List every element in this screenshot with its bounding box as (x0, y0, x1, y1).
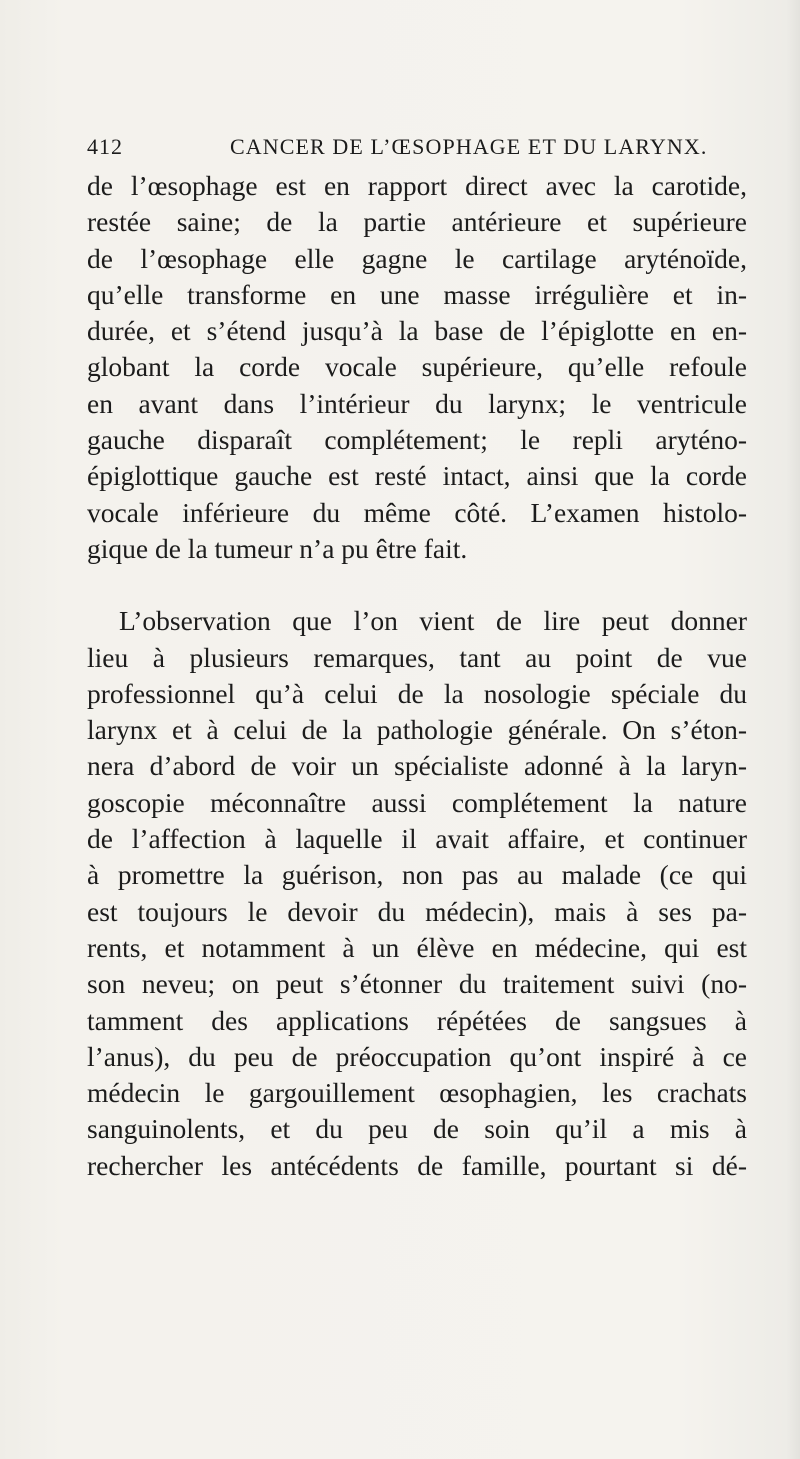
text-line: durée, et s’étend jusqu’à la base de l’épiglotte en en- (87, 315, 747, 347)
text-line: restée saine; de la partie antérieure et supérieure (87, 206, 747, 238)
text-line: professionnel qu’à celui de la nosologie spéciale du (87, 677, 747, 709)
text-line: médecin le gargouillement œsophagien, les crachats (87, 1077, 747, 1109)
text-line: sanguinolents, et du peu de soin qu’il a mis à (87, 1113, 747, 1145)
text-line: son neveu; on peut s’étonner du traitement suivi (no- (87, 968, 747, 1000)
page-number: 412 (87, 134, 123, 159)
paragraph-2 (87, 603, 747, 1184)
text-line: tamment des applications répétées de sangsues à (87, 1004, 747, 1036)
text-line: rechercher les antécédents de famille, pourtant si dé- (87, 1149, 747, 1181)
text-line: de l’œsophage est en rapport direct avec la carotide, (87, 170, 747, 201)
text-line: à promettre la guérison, non pas au malade (ce qui (87, 859, 747, 891)
text-line: de l’œsophage elle gagne le cartilage aryténoïde, (87, 242, 747, 274)
text-line: de l’affection à laquelle il avait affaire, et continuer (87, 823, 747, 855)
text-line: gique de la tumeur n’a pu être fait. (87, 532, 468, 564)
text-line: larynx et à celui de la pathologie générale. On s’éton- (87, 714, 747, 746)
body-text (87, 168, 747, 1184)
text-line: est toujours le devoir du médecin), mais à ses pa- (87, 895, 747, 927)
text-line: gauche disparaît complétement; le repli aryténo- (87, 424, 747, 456)
page-edge-shadow (786, 0, 800, 1459)
text-line: L’observation que l’on vient de lire peut donner (119, 605, 747, 637)
page-header (87, 134, 727, 166)
paragraph-gap (87, 567, 747, 603)
text-line: l’anus), du peu de préoccupation qu’ont inspiré à ce (87, 1040, 747, 1072)
text-line: en avant dans l’intérieur du larynx; le ventricule (87, 387, 747, 419)
text-line: lieu à plusieurs remarques, tant au point de vue (87, 641, 747, 673)
text-line: goscopie méconnaître aussi complétement la nature (87, 786, 747, 818)
text-line: rents, et notamment à un élève en médecine, qui est (87, 931, 747, 963)
text-line: épiglottique gauche est resté intact, ainsi que la corde (87, 460, 747, 492)
paragraph-1 (87, 168, 747, 567)
text-line: globant la corde vocale supérieure, qu’elle refoule (87, 351, 747, 383)
running-head: CANCER DE L’ŒSOPHAGE ET DU LARYNX. (230, 134, 708, 159)
text-line: vocale inférieure du même côté. L’examen histolo- (87, 496, 747, 528)
text-line: qu’elle transforme en une masse irrégulière et in- (87, 278, 747, 310)
text-line: nera d’abord de voir un spécialiste adonné à la laryn- (87, 750, 747, 782)
